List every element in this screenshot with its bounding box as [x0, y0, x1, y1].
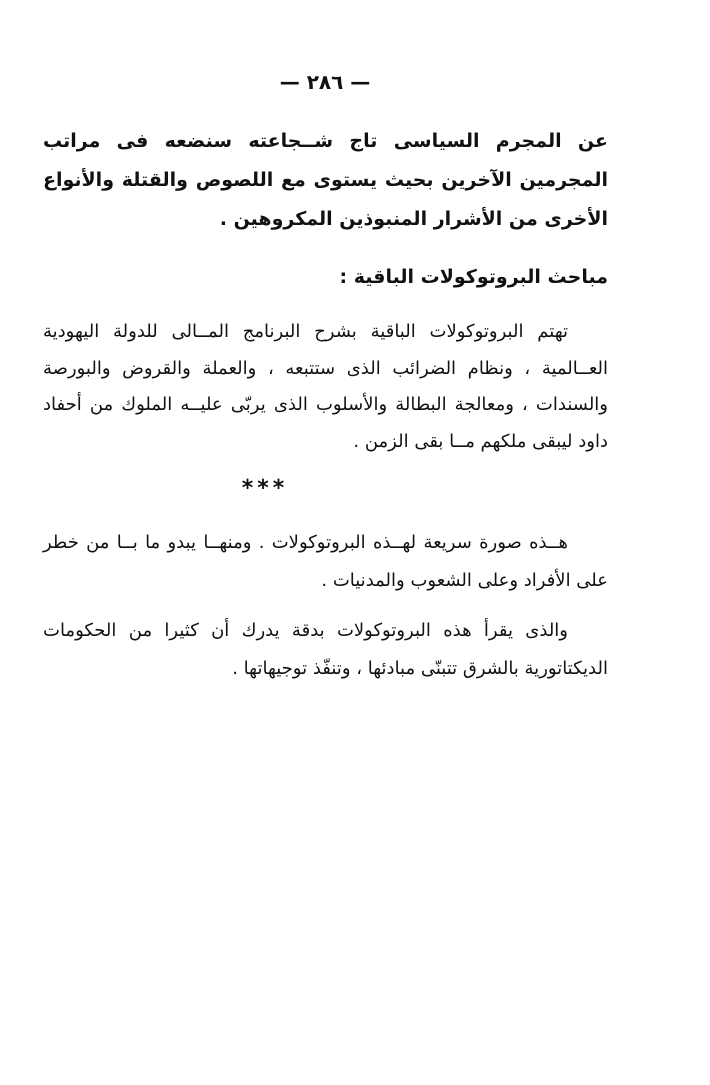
page-number: — ٢٨٦ — — [279, 70, 371, 94]
paragraph-text: تهتم البروتوكولات الباقية بشرح البرنامج المــالى للدولة اليهودية العــالمية ، ونظام الضرائب الذى ستتبعه ، والعملة والقروض والبورصة والسندات ، ومعالجة البطالة والأسلوب الذى يربّى عليــه الملوك من أحفاد داود ليبقى ملكهم مــا بقى الزمن . — [43, 321, 608, 452]
paragraph-text: عن المجرم السياسى تاج شــجاعته سنضعه فى مراتب المجرمين الآخرين بحيث يستوى مع اللصوص والقتلة والأنواع الأخرى من الأشرار المنبوذين المكروهين . — [43, 130, 608, 230]
section-heading: مباحث البروتوكولات الباقية : — [339, 266, 608, 288]
asterisk-separator: *** — [241, 476, 289, 501]
paragraph-text: والذى يقرأ هذه البروتوكولات بدقة يدرك أن كثيرا من الحكومات الديكتاتورية بالشرق تتبنّى مبادئها ، وتنفّذ توجيهاتها . — [43, 620, 608, 679]
bold-paragraph — [43, 122, 608, 239]
paragraph-text: هــذه صورة سريعة لهــذه البروتوكولات . ومنهــا يبدو ما بــا من خطر على الأفراد وعلى الشعوب والمدنيات . — [43, 532, 608, 591]
paragraph-governments — [43, 612, 608, 688]
paragraph-remaining-protocols — [43, 314, 608, 460]
paragraph-quick-overview — [43, 524, 608, 600]
